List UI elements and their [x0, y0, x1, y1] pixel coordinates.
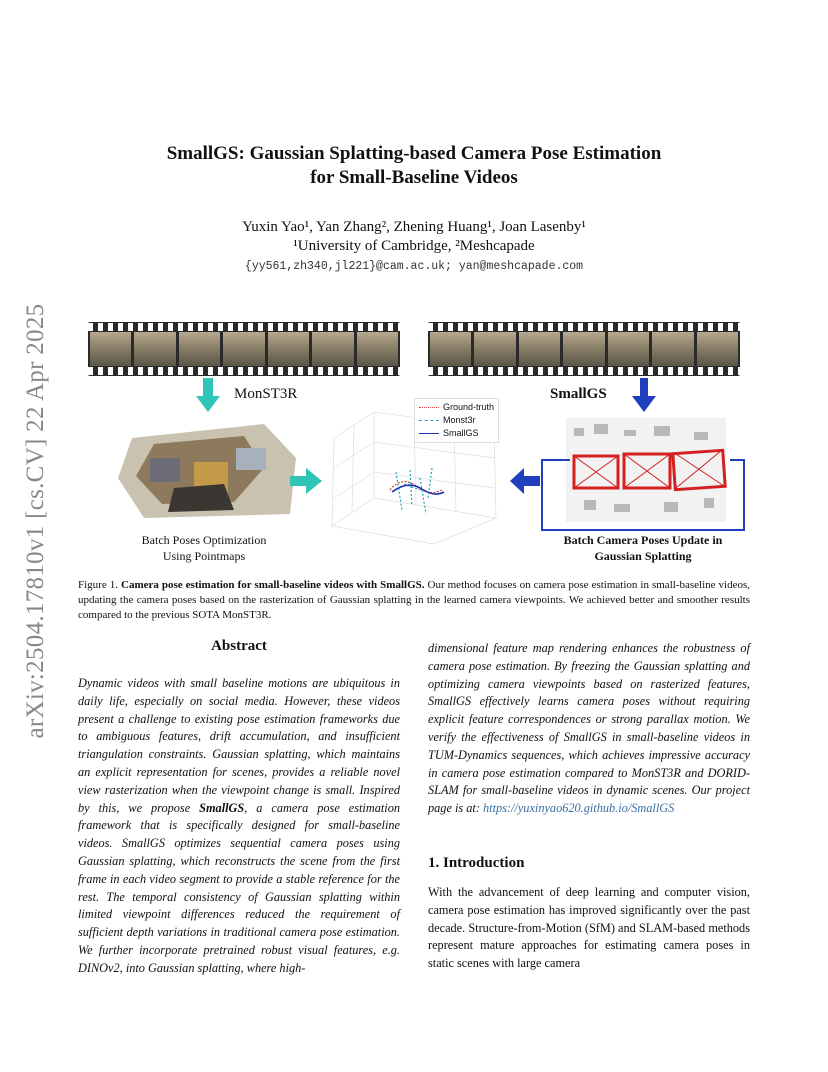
blue-feedback-loop	[540, 458, 746, 534]
abstract-left-column: Dynamic videos with small baseline motions are ubiquitous in daily life, especially on social media. However, these videos present a challenge to existing pose estimation frameworks due to ambiguous features, drift accumulation, and insufficient triangulation constraints. Gaussian splatting, which maintains an explicit representation for scenes, provides a reliable novel view rasterization when the viewpoint change is small. Inspired by this, we propose SmallGS, a camera pose estimation framework that is specifically designed for small-baseline videos. SmallGS optimizes sequential camera poses using Gaussian splatting, which reconstructs the scene from the first frame in each video segment to provide a stable reference for the rest. The temporal consistency of Gaussian splatting within limited viewpoint differences reduced the requirement of sufficient depth variations in traditional camera pose estimation. We further incorporate pretrained robust visual features, e.g. DINOv2, into Gaussian splatting, where high-	[78, 676, 400, 975]
smallgs-label: SmallGS	[550, 386, 607, 402]
blue-left-arrow-icon	[510, 468, 540, 494]
left-video-strip	[88, 322, 400, 376]
right-subfigure-caption: Batch Camera Poses Update in Gaussian Splatting	[563, 533, 723, 563]
caption-bold: Camera pose estimation for small-baseline videos with SmallGS.	[121, 579, 425, 591]
intro-heading: 1. Introduction	[428, 855, 525, 871]
legend-smallgs: SmallGS	[419, 427, 494, 440]
left-subfigure-caption: Batch Poses Optimization Using Pointmaps	[141, 533, 267, 563]
caption-text: Our method focuses on camera pose estimation in small-baseline videos, updating the camera poses based on the rasterization of Gaussian splatting in the learned camera viewpoints. We achieved better and smoother results compared to the previous SOTA MonST3R.	[78, 579, 750, 621]
title-line-2: for Small-Baseline Videos	[310, 167, 518, 188]
teal-down-arrow-icon	[196, 378, 220, 414]
plot-legend	[414, 398, 499, 443]
title-line-1: SmallGS: Gaussian Splatting-based Camera Pose Estimation	[166, 143, 662, 164]
legend-ground-truth: Ground-truth	[419, 401, 494, 414]
monst3r-pointmap	[114, 418, 304, 523]
authors: Yuxin Yao¹, Yan Zhang², Zhening Huang¹, Joan Lasenby¹	[242, 219, 586, 235]
legend-monst3r: Monst3r	[419, 414, 494, 427]
figure-caption	[78, 578, 750, 623]
paper-title	[120, 142, 708, 190]
teal-right-arrow-icon	[290, 468, 322, 494]
smallgs-name: SmallGS	[199, 800, 245, 815]
blue-down-arrow-icon	[632, 378, 656, 414]
right-video-strip	[428, 322, 740, 376]
emails: {yy561,zh340,jl221}@cam.ac.uk; yan@meshcapade.com	[244, 260, 584, 273]
arxiv-id: arXiv:2504.17810v1 [cs.CV] 22 Apr 2025	[22, 303, 49, 739]
abstract-right-column: dimensional feature map rendering enhances the robustness of camera pose estimation. By freezing the Gaussian splatting and optimizing camera viewpoints based on rasterized features, SmallGS effectively learns camera poses without requiring explicit feature correspondences or strong parallax motion. We verify the effectiveness of SmallGS in small-baseline videos in TUM-Dynamics sequences, which achieves impressive accuracy in camera pose estimation compared to MonST3R and DORID-SLAM for small-baseline videos in dynamic scenes. Our project page is at: https://yuxinyao620.github.io/SmallGS	[428, 641, 750, 816]
abstract-heading: Abstract	[211, 638, 267, 654]
caption-prefix: Figure 1.	[78, 579, 118, 591]
figure-1	[84, 318, 746, 570]
intro-text: With the advancement of deep learning and computer vision, camera pose estimation has improved significantly over the past decade. Structure-from-Motion (SfM) and SLAM-based methods represent mature approaches for estimating camera poses in static scenes with large camera	[428, 885, 750, 971]
affiliations: ¹University of Cambridge, ²Meshcapade	[293, 238, 535, 254]
author-block	[120, 218, 708, 256]
project-page-link[interactable]: https://yuxinyao620.github.io/SmallGS	[483, 801, 675, 816]
monst3r-label: MonST3R	[234, 386, 298, 402]
arxiv-sidebar	[18, 286, 54, 756]
